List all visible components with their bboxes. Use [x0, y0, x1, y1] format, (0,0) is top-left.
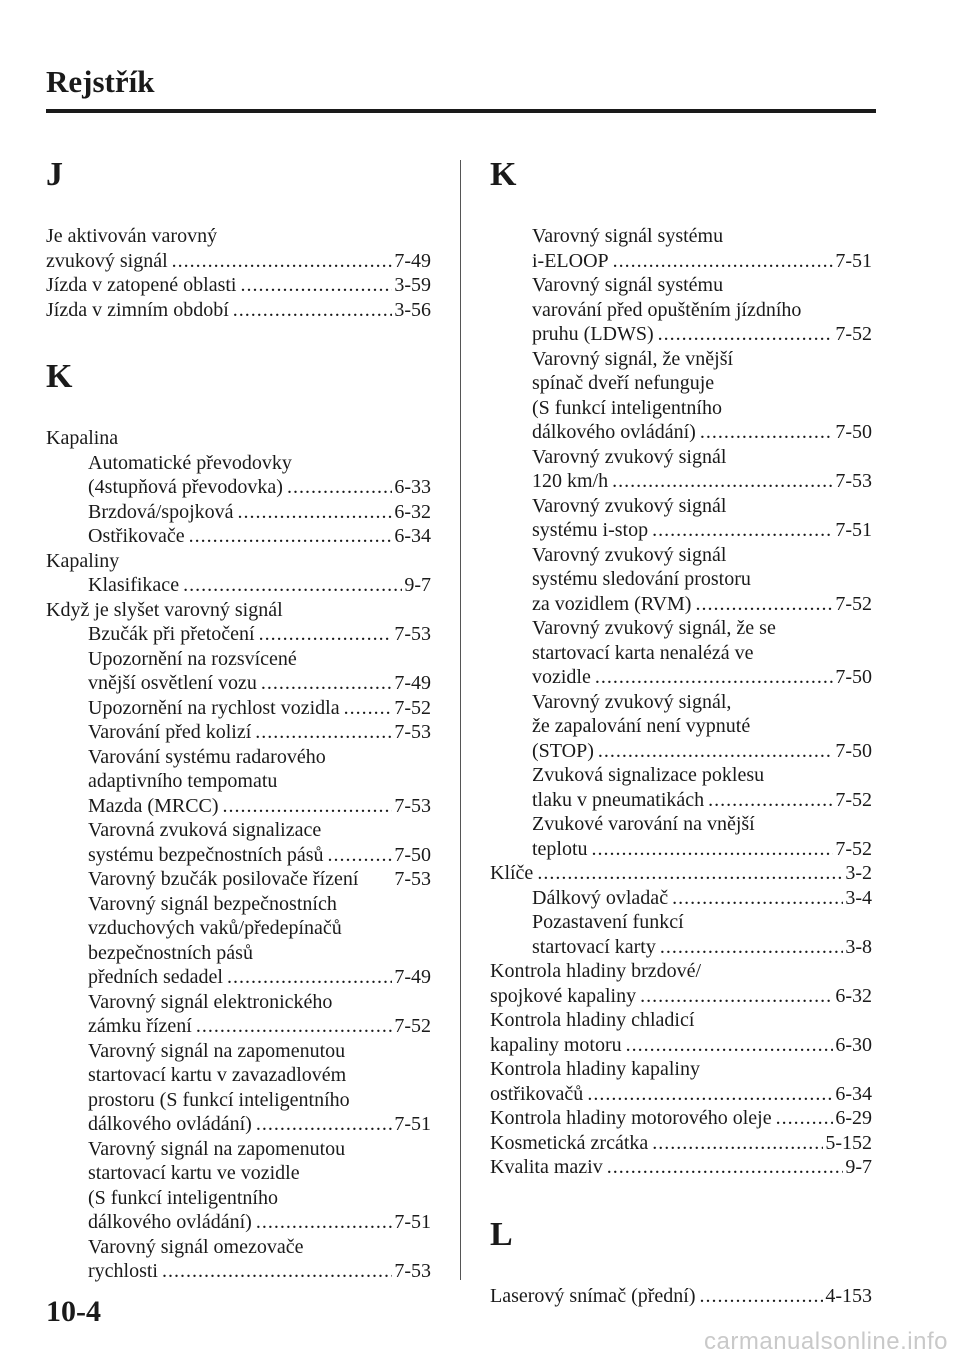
leader-dots: [626, 1033, 834, 1058]
entry-label: teplotu: [532, 837, 588, 860]
index-entry: [46, 622, 431, 647]
entry-page: 3-4: [845, 886, 872, 909]
entry-label: Brzdová/spojková: [88, 500, 234, 523]
entry-page: 7-51: [835, 249, 872, 272]
leader-dots: [652, 1131, 823, 1156]
index-entry: [46, 867, 431, 892]
leader-dots: [172, 249, 393, 274]
index-text-line: Kapalina: [46, 427, 119, 449]
entry-page: 3-56: [394, 298, 431, 321]
index-text-line: systému sledování prostoru: [532, 568, 751, 590]
entry-page: 9-7: [845, 1156, 872, 1178]
entry-page: 6-32: [394, 500, 431, 523]
entry-label: Jízda v zimním období: [46, 298, 229, 321]
page-number: 10-4: [46, 1295, 101, 1328]
entry-label: předních sedadel: [88, 966, 223, 988]
entry-label: kapaliny motoru: [490, 1033, 622, 1056]
entry-label: vozidle: [532, 666, 591, 688]
leader-dots: [640, 984, 833, 1009]
spacer: [490, 200, 872, 224]
entry-label: rychlosti: [88, 1260, 158, 1282]
entry-page: 7-50: [394, 843, 431, 866]
index-entry: [490, 1131, 872, 1156]
index-text-line: Varování systému radarového: [88, 745, 326, 768]
index-entry: [490, 1106, 872, 1131]
entry-label: Varování před kolizí: [88, 721, 252, 743]
entry-page: 7-52: [835, 837, 872, 860]
entry-page: 7-53: [835, 470, 872, 492]
entry-page: 7-52: [835, 323, 872, 345]
index-entry: [46, 524, 431, 549]
entry-label: Klasifikace: [88, 574, 180, 596]
entry-page: 7-53: [394, 868, 431, 890]
index-entry: [46, 1112, 431, 1137]
index-text-line: Pozastavení funkcí: [532, 911, 684, 933]
index-text-line: Když je slyšet varovný signál: [46, 598, 283, 621]
entry-page: 6-30: [835, 1033, 872, 1056]
entry-label: dálkového ovládání): [88, 1211, 252, 1233]
index-entry: [46, 298, 431, 323]
index-text-line: Varovný signál systému: [532, 274, 724, 296]
leader-dots: [238, 500, 393, 525]
leader-dots: [256, 1210, 392, 1235]
entry-page: 7-53: [394, 623, 431, 645]
index-column-right: [490, 150, 872, 1308]
section-letter: K: [46, 358, 73, 395]
index-entry: [490, 984, 872, 1009]
index-text-line: (S funkcí inteligentního: [532, 396, 722, 419]
entry-label: Mazda (MRCC): [88, 794, 219, 817]
index-text-line: Varovný zvukový signál, že se: [532, 617, 776, 639]
spacer: [46, 322, 431, 352]
entry-label: Dálkový ovladač: [532, 886, 669, 909]
index-entry: [46, 1014, 431, 1039]
entry-page: 3-8: [845, 935, 872, 958]
index-entry: [46, 965, 431, 990]
index-entry: [490, 469, 872, 494]
index-text-line: Varovný signál na zapomenutou: [88, 1137, 346, 1160]
index-text-line: Varovný zvukový signál: [532, 494, 727, 517]
leader-dots: [189, 524, 393, 549]
leader-dots: [652, 518, 833, 543]
index-entry: [490, 322, 872, 347]
index-text-line: Varovný zvukový signál: [532, 445, 727, 468]
index-text-line: Je aktivován varovný: [46, 225, 218, 247]
spacer: [46, 402, 431, 426]
entry-page: 6-32: [835, 984, 872, 1007]
leader-dots: [700, 420, 833, 445]
entry-page: 7-50: [835, 739, 872, 762]
header-rule: [46, 109, 876, 113]
index-text-line: Kapaliny: [46, 549, 120, 572]
leader-dots: [261, 671, 392, 696]
entry-page: 7-49: [394, 966, 431, 988]
leader-dots: [708, 788, 833, 813]
entry-page: 7-50: [835, 666, 872, 688]
leader-dots: [592, 837, 834, 862]
entry-page: 6-29: [835, 1107, 872, 1129]
leader-dots: [776, 1106, 834, 1131]
index-text-line: Automatické převodovky: [88, 451, 292, 474]
page-title: Rejstřík: [46, 64, 155, 99]
entry-page: 7-53: [394, 1260, 431, 1282]
leader-dots: [233, 298, 393, 323]
index-text-line: Kontrola hladiny brzdové/: [490, 960, 702, 982]
index-text-line: bezpečnostních pásů: [88, 941, 253, 964]
index-entry: [490, 935, 872, 960]
spacer: [490, 1260, 872, 1284]
index-entry: [46, 573, 431, 598]
entry-page: 7-52: [394, 1015, 431, 1037]
leader-dots: [537, 861, 843, 886]
entry-label: Ostřikovače: [88, 525, 185, 547]
entry-page: 7-50: [835, 421, 872, 443]
entry-page: 5-152: [825, 1131, 872, 1154]
entry-label: Klíče: [490, 862, 534, 884]
index-text-line: že zapalování není vypnuté: [532, 715, 751, 737]
index-entry: [46, 249, 431, 274]
leader-dots: [587, 1082, 833, 1107]
index-entry: [46, 1259, 431, 1284]
entry-page: 7-53: [394, 721, 431, 743]
entry-label: systému i-stop: [532, 519, 649, 541]
index-entry: [46, 794, 431, 819]
entry-label: za vozidlem (RVM): [532, 592, 692, 615]
entry-label: pruhu (LDWS): [532, 323, 654, 345]
leader-dots: [183, 573, 402, 598]
leader-dots: [658, 322, 834, 347]
index-entry: [46, 1210, 431, 1235]
column-divider: [460, 160, 461, 1280]
entry-label: zvukový signál: [46, 249, 168, 272]
entry-label: Jízda v zatopené oblasti: [46, 274, 237, 296]
index-text-line: Varovný signál omezovače: [88, 1235, 304, 1258]
index-text-line: prostoru (S funkcí inteligentního: [88, 1088, 350, 1111]
entry-page: 6-33: [394, 476, 431, 498]
leader-dots: [598, 739, 833, 764]
entry-page: 6-34: [835, 1082, 872, 1105]
index-text-line: Varovný zvukový signál: [532, 543, 727, 566]
entry-page: 7-52: [394, 696, 431, 719]
index-entry: [490, 1284, 872, 1309]
entry-label: dálkového ovládání): [532, 421, 696, 443]
index-entry: [46, 843, 431, 868]
entry-page: 7-49: [394, 672, 431, 694]
section-letter: J: [46, 156, 63, 193]
index-entry: [490, 518, 872, 543]
leader-dots: [699, 1284, 823, 1309]
leader-dots: [259, 622, 393, 647]
leader-dots: [223, 794, 393, 819]
entry-page: 3-59: [394, 274, 431, 296]
index-entry: [490, 837, 872, 862]
index-text-line: startovací karta nenalézá ve: [532, 641, 754, 664]
entry-label: Laserový snímač (přední): [490, 1284, 696, 1307]
entry-page: 9-7: [404, 574, 431, 596]
leader-dots: [672, 886, 843, 911]
entry-label: dálkového ovládání): [88, 1113, 252, 1135]
section-letter: K: [490, 156, 517, 193]
index-entry: [490, 1033, 872, 1058]
spacer: [490, 1180, 872, 1210]
leader-dots: [162, 1259, 392, 1284]
leader-dots: [328, 843, 393, 868]
index-text-line: vzduchových vaků/předepínačů: [88, 917, 342, 939]
entry-label: tlaku v pneumatikách: [532, 788, 705, 811]
index-text-line: Varovný zvukový signál,: [532, 690, 732, 713]
entry-label: Varovný bzučák posilovače řízení: [88, 868, 359, 890]
index-entry: [490, 788, 872, 813]
index-column-left: [46, 150, 431, 1284]
index-entry: [46, 720, 431, 745]
index-entry: [490, 1082, 872, 1107]
section-letter: L: [490, 1215, 513, 1253]
entry-page: 7-52: [835, 788, 872, 811]
index-entry: [490, 420, 872, 445]
entry-label: 120 km/h: [532, 470, 609, 492]
index-text-line: (S funkcí inteligentního: [88, 1186, 278, 1209]
leader-dots: [607, 1155, 844, 1180]
entry-page: 7-51: [394, 1211, 431, 1233]
index-text-line: startovací kartu ve vozidle: [88, 1162, 300, 1184]
entry-label: (4stupňová převodovka): [88, 476, 283, 498]
entry-label: Kosmetická zrcátka: [490, 1131, 649, 1154]
entry-label: Bzučák při přetočení: [88, 623, 255, 645]
index-entry: [490, 665, 872, 690]
entry-label: ostřikovačů: [490, 1082, 584, 1105]
entry-label: systému bezpečnostních pásů: [88, 843, 324, 866]
entry-label: Kvalita maziv: [490, 1156, 603, 1178]
entry-page: 6-34: [394, 525, 431, 547]
leader-dots: [227, 965, 392, 990]
entry-label: (STOP): [532, 739, 594, 762]
index-entry: [46, 500, 431, 525]
index-text-line: Varovný signál, že vnější: [532, 347, 734, 370]
index-entry: [46, 475, 431, 500]
index-text-line: Zvukové varování na vnější: [532, 813, 755, 835]
leader-dots: [255, 720, 392, 745]
entry-page: 7-49: [394, 249, 431, 272]
leader-dots: [660, 935, 843, 960]
index-text-line: startovací kartu v zavazadlovém: [88, 1064, 347, 1086]
index-entry: [490, 886, 872, 911]
entry-label: vnější osvětlení vozu: [88, 672, 257, 694]
entry-page: 7-51: [835, 519, 872, 541]
leader-dots: [612, 469, 833, 494]
index-entry: [490, 861, 872, 886]
leader-dots: [256, 1112, 392, 1137]
index-text-line: Varovná zvuková signalizace: [88, 819, 322, 841]
index-text-line: Varovný signál elektronického: [88, 990, 333, 1013]
index-entry: [490, 592, 872, 617]
index-text-line: Kontrola hladiny chladicí: [490, 1009, 695, 1031]
index-entry: [46, 273, 431, 298]
leader-dots: [196, 1014, 392, 1039]
entry-page: 7-52: [835, 592, 872, 615]
index-entry: [490, 249, 872, 274]
index-text-line: Varovný signál systému: [532, 225, 724, 247]
index-text-line: Varovný signál bezpečnostních: [88, 892, 337, 915]
entry-label: i-ELOOP: [532, 249, 609, 272]
leader-dots: [287, 475, 392, 500]
leader-dots: [344, 696, 393, 721]
entry-label: zámku řízení: [88, 1015, 192, 1037]
entry-label: startovací karty: [532, 935, 656, 958]
spacer: [46, 200, 431, 224]
entry-label: Kontrola hladiny motorového oleje: [490, 1107, 772, 1129]
index-text-line: Upozornění na rozsvícené: [88, 647, 297, 670]
leader-dots: [613, 249, 834, 274]
index-text-line: Kontrola hladiny kapaliny: [490, 1058, 700, 1080]
index-text-line: adaptivního tempomatu: [88, 770, 278, 792]
entry-label: spojkové kapaliny: [490, 984, 637, 1007]
index-entry: [490, 739, 872, 764]
index-entry: [46, 696, 431, 721]
entry-page: 7-51: [394, 1113, 431, 1135]
entry-page: 3-2: [845, 862, 872, 884]
leader-dots: [695, 592, 833, 617]
entry-page: 7-53: [394, 794, 431, 817]
index-text-line: varování před opuštěním jízdního: [532, 298, 802, 321]
leader-dots: [241, 273, 393, 298]
index-entry: [46, 671, 431, 696]
index-text-line: Varovný signál na zapomenutou: [88, 1039, 346, 1062]
leader-dots: [595, 665, 833, 690]
entry-page: 4-153: [825, 1284, 872, 1307]
watermark: carmanualsonline.info: [704, 1328, 948, 1355]
index-entry: [490, 1155, 872, 1180]
index-text-line: spínač dveří nefunguje: [532, 372, 715, 394]
index-text-line: Zvuková signalizace poklesu: [532, 764, 765, 786]
entry-label: Upozornění na rychlost vozidla: [88, 696, 340, 719]
